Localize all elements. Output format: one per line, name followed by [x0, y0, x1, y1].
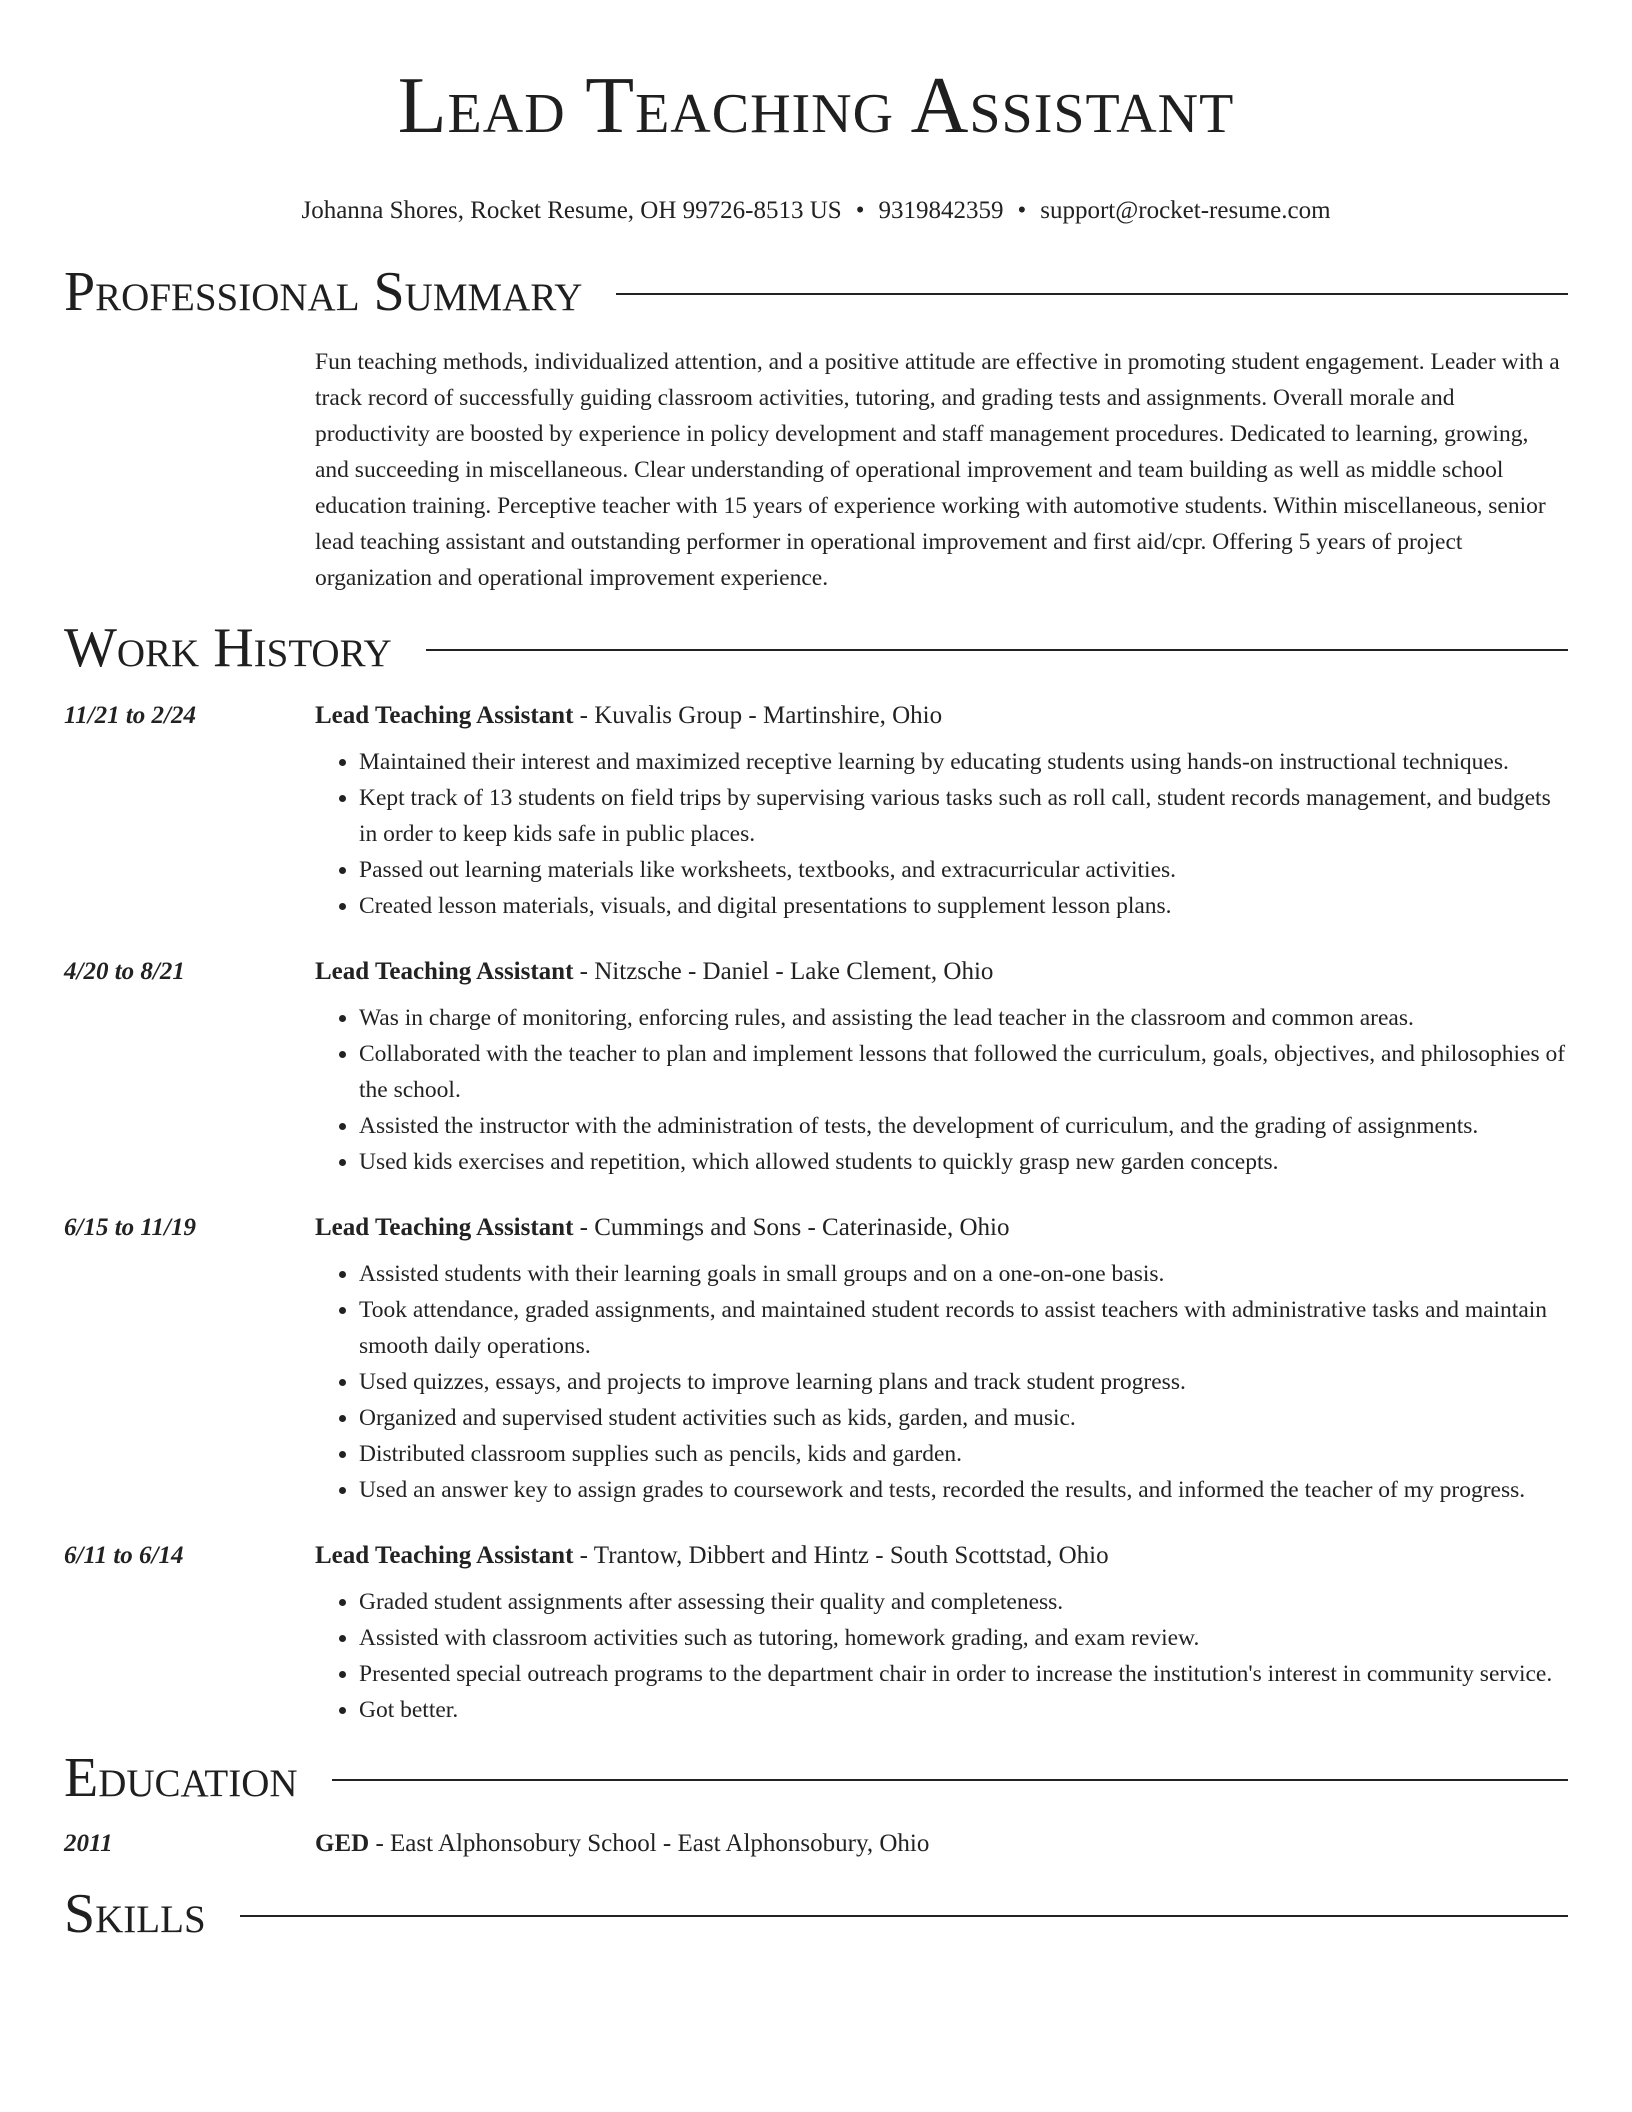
job-details: - Cummings and Sons - Caterinaside, Ohio: [573, 1214, 1010, 1241]
education-section-title: Education: [64, 1747, 298, 1809]
resume-name: Lead Teaching Assistant: [397, 62, 1235, 150]
job-entry: [64, 958, 1568, 1180]
job-title: Lead Teaching Assistant: [315, 702, 574, 729]
job-dates: 4/20 to 8/21: [64, 958, 185, 985]
work-section-title: Work History: [64, 617, 392, 679]
list-item: • Got better.: [359, 1692, 1568, 1728]
list-item: • Took attendance, graded assignments, and maintained student records to assist teachers with administrative tasks and maintain smooth daily operations.: [359, 1292, 1568, 1364]
list-item: • Collaborated with the teacher to plan and implement lessons that followed the curriculum, goals, objectives, and philosophies of the school.: [359, 1036, 1568, 1108]
list-item: • Passed out learning materials like worksheets, textbooks, and extracurricular activities.: [359, 852, 1568, 888]
section-divider: [332, 1779, 1568, 1781]
education-section-header: [64, 1746, 1568, 1810]
list-item: • Graded student assignments after assessing their quality and completeness.: [359, 1584, 1568, 1620]
list-item: • Assisted with classroom activities such as tutoring, homework grading, and exam review.: [359, 1620, 1568, 1656]
job-title: Lead Teaching Assistant: [315, 1214, 574, 1241]
contact-line: [0, 196, 1632, 226]
list-item: • Assisted students with their learning goals in small groups and on a one-on-one basis.: [359, 1256, 1568, 1292]
list-item: • Used quizzes, essays, and projects to improve learning plans and track student progress.: [359, 1364, 1568, 1400]
skills-section-header: [64, 1882, 1568, 1946]
contact-address: Johanna Shores, Rocket Resume, OH 99726-8513 US: [301, 197, 842, 224]
job-bullets: [315, 1256, 1568, 1508]
job-bullets: [315, 1584, 1568, 1728]
list-item: • Kept track of 13 students on field trips by supervising various tasks such as roll call, student records management, and budgets in order to keep kids safe in public places.: [359, 780, 1568, 852]
summary-text: Fun teaching methods, individualized attention, and a positive attitude are effective in promoting student engagement. Leader with a track record of successfully guiding classroom activities, tutoring, and grading tests and assignments. Overall morale and productivity are boosted by experience in policy development and staff management procedures. Dedicated to learning, growing, and succeeding in miscellaneous. Clear understanding of operational improvement and team building as well as middle school education training. Perceptive teacher with 15 years of experience working with automotive students. Within miscellaneous, senior lead teaching assistant and outstanding performer in operational improvement and first aid/cpr. Offering 5 years of project organization and operational improvement experience.: [315, 349, 1560, 591]
work-section-header: [64, 616, 1568, 680]
list-item: • Assisted the instructor with the administration of tests, the development of curriculum, and the grading of assignments.: [359, 1108, 1568, 1144]
section-divider: [426, 649, 1568, 651]
section-divider: [240, 1915, 1568, 1917]
list-item: • Presented special outreach programs to the department chair in order to increase the institution's interest in community service.: [359, 1656, 1568, 1692]
list-item: • Organized and supervised student activities such as kids, garden, and music.: [359, 1400, 1568, 1436]
list-item: • Maintained their interest and maximized receptive learning by educating students using hands-on instructional techniques.: [359, 744, 1568, 780]
education-details: - East Alphonsobury School - East Alphonsobury, Ohio: [369, 1830, 930, 1857]
job-title: Lead Teaching Assistant: [315, 958, 574, 985]
job-heading: [315, 958, 993, 986]
contact-phone[interactable]: 9319842359: [878, 197, 1004, 224]
job-heading: [315, 1214, 1010, 1242]
job-dates: 6/11 to 6/14: [64, 1542, 184, 1569]
job-dates: 11/21 to 2/24: [64, 702, 196, 729]
skills-section-title: Skills: [64, 1883, 206, 1945]
list-item: • Distributed classroom supplies such as pencils, kids and garden.: [359, 1436, 1568, 1472]
summary-section-header: [64, 260, 1568, 324]
job-entry: [64, 1542, 1568, 1728]
job-details: - Nitzsche - Daniel - Lake Clement, Ohio: [573, 958, 994, 985]
list-item: • Was in charge of monitoring, enforcing rules, and assisting the lead teacher in the classroom and common areas.: [359, 1000, 1568, 1036]
job-details: - Trantow, Dibbert and Hintz - South Scottstad, Ohio: [573, 1542, 1109, 1569]
job-entry: [64, 1214, 1568, 1508]
job-dates: 6/15 to 11/19: [64, 1214, 196, 1241]
job-entry: [64, 702, 1568, 924]
list-item: • Used an answer key to assign grades to coursework and tests, recorded the results, and informed the teacher of my progress.: [359, 1472, 1568, 1508]
summary-section-title: Professional Summary: [64, 261, 583, 323]
contact-separator: •: [1017, 197, 1027, 224]
job-details: - Kuvalis Group - Martinshire, Ohio: [573, 702, 943, 729]
job-title: Lead Teaching Assistant: [315, 1542, 574, 1569]
job-heading: [315, 1542, 1109, 1570]
education-year: 2011: [64, 1830, 113, 1857]
education-entry: [64, 1830, 1568, 1858]
job-heading: [315, 702, 942, 730]
list-item: • Created lesson materials, visuals, and digital presentations to supplement lesson plans.: [359, 888, 1568, 924]
job-bullets: [315, 744, 1568, 924]
education-heading: [315, 1830, 929, 1858]
contact-email[interactable]: support@rocket-resume.com: [1040, 197, 1331, 224]
section-divider: [616, 293, 1568, 295]
job-bullets: [315, 1000, 1568, 1180]
contact-separator: •: [855, 197, 865, 224]
list-item: • Used kids exercises and repetition, which allowed students to quickly grasp new garden concepts.: [359, 1144, 1568, 1180]
education-degree: GED: [315, 1830, 370, 1857]
